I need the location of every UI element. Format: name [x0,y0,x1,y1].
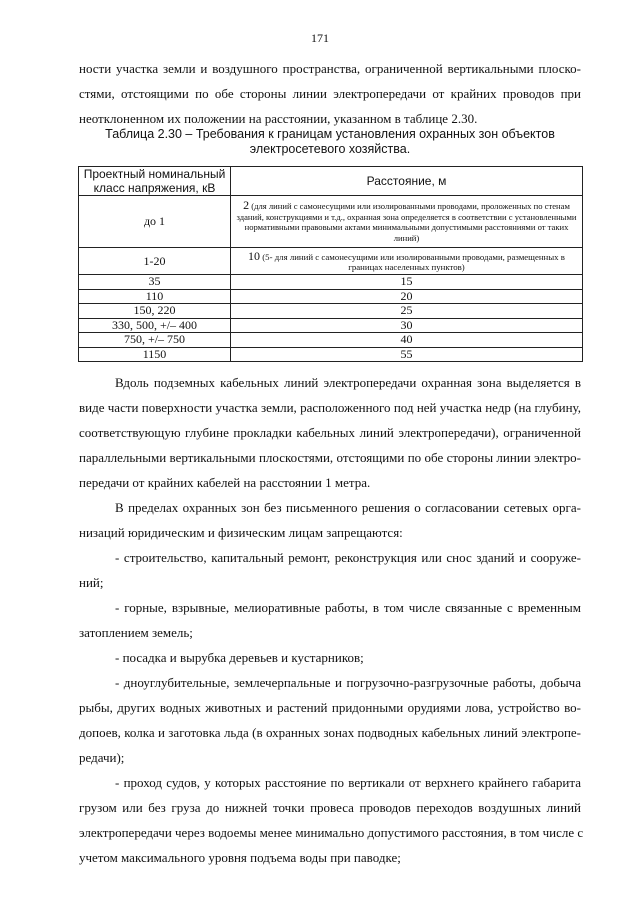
cell-distance: 30 [231,318,583,333]
text-line: низаций юридическим и физическим лицам запрещаются: [79,525,403,540]
distance-note: (5- для линий с самонесущими или изолированными проводами, размещенных в границах населенных пунктов) [262,251,565,272]
text-line: ний; [79,575,104,590]
text-line: - посадка и вырубка деревьев и кустарников; [115,650,364,665]
cell-voltage: до 1 [79,196,231,248]
text-line: допоев, колка и заготовка льда (в охранных зонах подводных кабельных линий электропе- [79,725,581,740]
cell-distance: 15 [231,275,583,290]
cell-distance: 25 [231,304,583,319]
text-line: - дноуглубительные, землечерпальные и погрузочно-разгрузочные работы, добыча [115,675,581,690]
caption-line: Таблица 2.30 – Требования к границам установления охранных зон объектов [105,127,555,141]
table-row [79,196,583,248]
text-line: рыбы, других водных животных и растений придонными орудиями лова, устройство во- [79,700,581,715]
cell-distance [231,248,583,275]
cell-voltage: 1-20 [79,248,231,275]
protection-zone-table [78,166,583,362]
text-line: В пределах охранных зон без письменного решения о согласовании сетевых орга- [115,500,581,515]
page-number: 171 [311,31,329,45]
cell-voltage: 150, 220 [79,304,231,319]
cell-voltage: 330, 500, +/– 400 [79,318,231,333]
text-line: соответствующую глубине прокладки кабельных линий электропередачи), ограниченной [79,425,581,440]
table-row [79,275,583,290]
header-distance: Расстояние, м [231,167,583,196]
intro-paragraph [79,56,581,131]
text-line: неотклоненном их положении на расстоянии, указанном в таблице 2.30. [79,111,478,126]
cell-distance: 40 [231,333,583,348]
header-voltage: Проектный номинальный класс напряжения, кВ [79,167,231,196]
text-line: ности участка земли и воздушного пространства, ограниченной вертикальными плоско- [79,61,581,76]
distance-value: 10 [248,248,261,263]
table-row [79,289,583,304]
text-line: передачи от крайних кабелей на расстоянии 1 метра. [79,475,371,490]
caption-line: электросетевого хозяйства. [249,142,411,156]
table-row [79,318,583,333]
table-caption [100,127,560,157]
text-line: затоплением земель; [79,625,193,640]
text-line: учетом максимального уровня подъема воды при паводке; [79,850,401,865]
text-line: виде части поверхности участка земли, расположенного под ней участка недр (на глубину, [79,400,581,415]
distance-value: 2 [243,198,250,212]
text-line: редачи); [79,750,125,765]
cell-voltage: 35 [79,275,231,290]
text-line: Вдоль подземных кабельных линий электропередачи охранная зона выделяется в [115,375,581,390]
cell-voltage: 110 [79,289,231,304]
text-line: электропередачи через водоемы менее минимально допустимого расстояния, в том числе с [79,825,584,840]
table-row [79,333,583,348]
table-row [79,347,583,362]
body-text [79,370,584,870]
text-line: - строительство, капитальный ремонт, реконструкция или снос зданий и сооруже- [115,550,581,565]
text-line: стями, отстоящими по обе стороны линии электропередачи от крайних проводов при [79,86,581,101]
cell-distance: 20 [231,289,583,304]
text-line: грузом или без груза до нижней точки провеса проводов переходов воздушных линий [79,800,581,815]
cell-distance [231,196,583,248]
cell-voltage: 750, +/– 750 [79,333,231,348]
table-header-row [79,167,583,196]
table-row [79,304,583,319]
text-line: параллельными вертикальными плоскостями, отстоящими по обе стороны линии электро- [79,450,581,465]
text-line: - проход судов, у которых расстояние по вертикали от верхнего крайнего габарита [115,775,581,790]
cell-distance: 55 [231,347,583,362]
cell-voltage: 1150 [79,347,231,362]
table-row [79,248,583,275]
text-line: - горные, взрывные, мелиоративные работы, в том числе связанные с временным [115,600,581,615]
distance-note: (для линий с самонесущими или изолированными проводами, проложенных по стенам зданий, конструкциями и т.д., охранная зона определяется в соответствии с установленными нормативными правовыми актами минимальными допустимыми расстояниями от таких линий) [236,201,577,243]
